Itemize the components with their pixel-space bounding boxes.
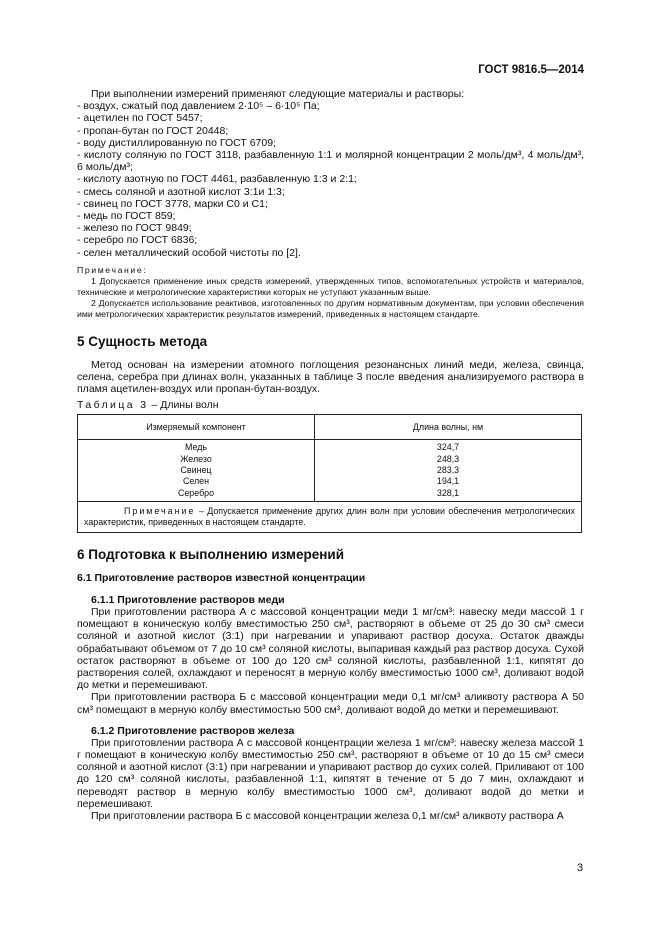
- table-header-component: Измеряемый компонент: [78, 415, 315, 440]
- list-item: - кислоту соляную по ГОСТ 3118, разбавленную 1:1 и молярной концентрации 2 моль/дм³, 4 моль/дм³, 6 моль/дм³;: [77, 149, 584, 174]
- page-content: [77, 88, 584, 822]
- list-item: - железо по ГОСТ 9849;: [77, 222, 192, 235]
- list-item: - свинец по ГОСТ 3778, марки С0 и С1;: [77, 197, 268, 210]
- list-item: - ацетилен по ГОСТ 5457;: [77, 112, 203, 125]
- note-2: 2 Допускается использование реактивов, изготовленных по другим нормативным документам, при условии обеспечения ими метрологических характеристик результатов измерений, приведенных в настоящем стандарте.: [77, 297, 584, 319]
- copper-paragraph-1: При приготовлении раствора А с массовой концентрации меди 1 мг/см³: навеску меди массой 1 г помещают в коническую колбу вместимостью 250 см³, растворяют в объеме от 25 до 30 см³ смеси соляной и азотной кислот (3:1) при нагревании и упаривают раствор досуха. Остаток дважды обрабатывают объемом от 7 до 10 см³ соляной кислоты, выпаривая каждый раз раствор досуха. Сухой остаток растворяют в объеме от 100 до 120 см³ соляной кислоты, разбавленной 1:1, кипятят до растворения солей, охлаждают и переносят в мерную колбу вместимостью 1000 см³, доливают водой до метки и перемешивают.: [77, 605, 584, 692]
- iron-paragraph-1: При приготовлении раствора А с массовой концентрации железа 1 мг/см³: навеску железа массой 1 г помещают в коническую колбу вместимостью 250 см³, растворяют в объеме от 10 до 15 см³ смеси соляной и азотной кислот (3:1) при нагревании и упаривают раствор до сухих солей. Приливают от 100 до 120 см³ соляной кислоты, разбавленной 1:1, кипятят в течение от 5 до 7 мин, охлаждают и переводят раствор в мерную колбу вместимостью 1000 см³, доливают водой до метки и перемешивают.: [77, 736, 584, 810]
- section-5-text: Метод основан на измерении атомного поглощения резонансных линий меди, железа, свинца, селена, серебра при длинах волн, указанных в таблице 3 после введения анализируемого раствора в пламя ацетилен-воздух или пропан-бутан-воздух.: [77, 358, 584, 396]
- section-6-1-title: 6.1 Приготовление растворов известной концентрации: [77, 571, 366, 584]
- table-note: [78, 501, 582, 532]
- section-6-title: 6 Подготовка к выполнению измерений: [77, 546, 344, 562]
- table-cell: Железо: [180, 453, 212, 464]
- table-cell: 328,1: [436, 487, 460, 498]
- list-item: - смесь соляной и азотной кислот 3:1и 1:3;: [77, 185, 285, 198]
- note-1: 1 Допускается применение иных средств измерений, утвержденных типов, вспомогательных устройств и материалов, технические и метрологические характеристики которых не уступают указанным выше.: [77, 275, 584, 297]
- page-number: 3: [577, 862, 584, 874]
- section-6-1-1-title: 6.1.1 Приготовление растворов меди: [91, 593, 285, 606]
- list-item: - серебро по ГОСТ 6836;: [77, 234, 198, 247]
- list-item: - пропан-бутан по ГОСТ 20448;: [77, 124, 229, 137]
- materials-list: [77, 100, 584, 259]
- materials-lead: При выполнении измерений применяют следующие материалы и растворы:: [91, 88, 465, 100]
- list-item: - воду дистиллированную по ГОСТ 6709;: [77, 136, 276, 149]
- table-body-row: [78, 440, 582, 501]
- document-code: ГОСТ 9816.5—2014: [478, 64, 584, 76]
- table-cell: 283,3: [436, 465, 460, 476]
- table-caption-text: – Длины волн: [148, 399, 219, 412]
- table-cell: Селен: [182, 476, 210, 487]
- table-cell: Медь: [184, 442, 208, 453]
- list-item: - медь по ГОСТ 859;: [77, 210, 176, 223]
- iron-paragraph-2: При приготовлении раствора Б с массовой концентрации железа 0,1 мг/см³ аликвоту раствора А: [91, 809, 564, 822]
- list-item: - воздух, сжатый под давлением 2·10⁵ – 6·10⁵ Па;: [77, 100, 320, 113]
- copper-paragraph-2: При приготовлении раствора Б с массовой концентрации меди 0,1 мг/см³ аликвоту раствора А 50 см³ помещают в мерную колбу вместимостью 500 см³, доливают водой до метки и перемешивают.: [77, 691, 584, 716]
- table-caption: [77, 399, 584, 411]
- table-caption-label: Таблица 3: [77, 399, 149, 412]
- list-item: - кислоту азотную по ГОСТ 4461, разбавленную 1:3 и 2:1;: [77, 173, 357, 186]
- wavelength-table: [77, 414, 582, 532]
- section-6-1-2-title: 6.1.2 Приготовление растворов железа: [91, 724, 295, 737]
- table-cell: 194,1: [436, 476, 460, 487]
- note-heading: Примечание:: [77, 264, 148, 275]
- section-5-title: 5 Сущность метода: [77, 333, 208, 349]
- table-cell: Свинец: [180, 465, 212, 476]
- table-note-row: [78, 501, 582, 532]
- table-header-wavelength: Длина волны, нм: [315, 415, 582, 440]
- table-header-row: [78, 415, 582, 440]
- table-cell: 324,7: [436, 442, 460, 453]
- table-cell: 248,3: [436, 453, 460, 464]
- table-cell: Серебро: [177, 487, 215, 498]
- list-item: - селен металлический особой чистоты по [2].: [77, 246, 301, 259]
- table-components-cell: [78, 440, 315, 501]
- table-note-text: – Допускается применение других длин волн при условии обеспечения метрологических характеристик, приведенных в настоящем стандарте.: [84, 505, 575, 527]
- table-wavelengths-cell: [315, 440, 582, 501]
- table-note-label: Примечание: [124, 505, 196, 516]
